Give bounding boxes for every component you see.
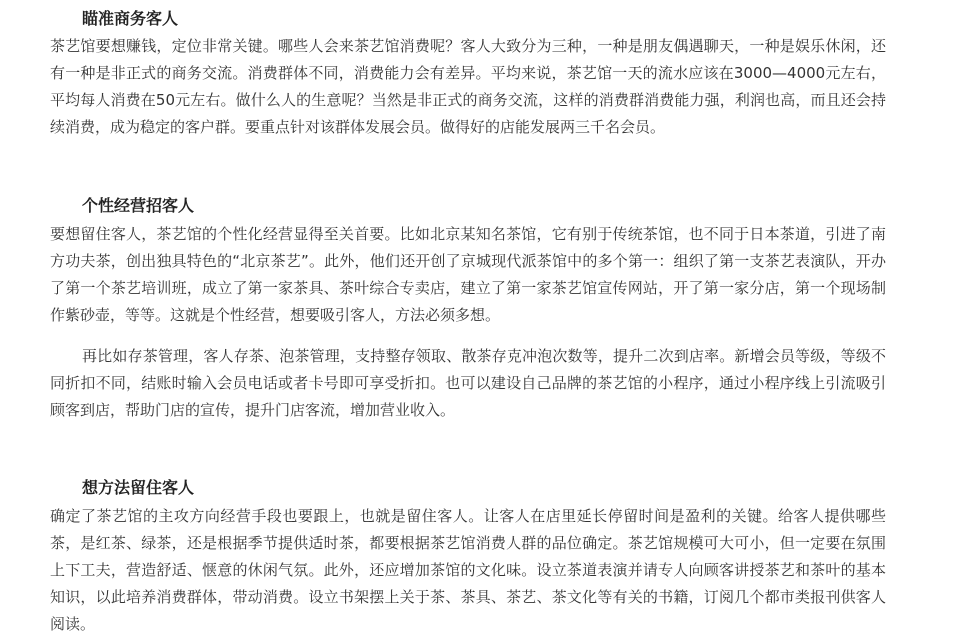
paragraph: 茶艺馆要想赚钱，定位非常关键。哪些人会来茶艺馆消费呢？客人大致分为三种，一种是朋友偶遇聊天，一种是娱乐休闲，还有一种是非正式的商务交流。消费群体不同，消费能力会有差异。平均来说，茶艺馆一天的流水应该在3000—4000元左右，平均每人消费在50元左右。做什么人的生意呢？当然是非正式的商务交流，这样的消费群消费能力强，利润也高，而且还会持续消费，成为稳定的客户群。要重点针对该群体发展会员。做得好的店能发展两三千名会员。 [50,37,886,136]
paragraph: 要想留住客人，茶艺馆的个性化经营显得至关首要。比如北京某知名茶馆，它有别于传统茶馆，也不同于日本茶道，引进了南方功夫茶，创出独具特色的“北京茶艺”。此外，他们还开创了京城现代派茶馆中的多个第一：组织了第一支茶艺表演队，开办了第一个茶艺培训班，成立了第一家茶具、茶叶综合专卖店，建立了第一家茶艺馆宣传网站，开了第一家分店，第一个现场制作紫砂壶，等等。这就是个性经营，想要吸引客人，方法必须多想。 [50,225,886,324]
section-heading: 瞄准商务客人 [82,9,179,28]
paragraph: 再比如存茶管理，客人存茶、泡茶管理，支持整存领取、散茶存克冲泡次数等，提升二次到店率。新增会员等级，等级不同折扣不同，结账时输入会员电话或者卡号即可享受折扣。也可以建设自己品牌的茶艺馆的小程序，通过小程序线上引流吸引顾客到店，帮助门店的宣传，提升门店客流，增加营业收入。 [50,347,886,419]
section-heading: 个性经营招客人 [82,196,195,215]
paragraph: 确定了茶艺馆的主攻方向经营手段也要跟上，也就是留住客人。让客人在店里延长停留时间是盈利的关键。给客人提供哪些茶，是红茶、绿茶，还是根据季节提供适时茶，都要根据茶艺馆消费人群的品位确定。茶艺馆规模可大可小，但一定要在氛围上下工夫，营造舒适、惬意的休闲气氛。此外，还应增加茶馆的文化味。设立茶道表演并请专人向顾客讲授茶艺和茶叶的基本知识，以此培养消费群体，带动消费。设立书架摆上关于茶、茶具、茶艺、茶文化等有关的书籍，订阅几个都市类报刊供客人阅读。 [50,507,886,633]
section-heading: 想方法留住客人 [82,478,195,497]
